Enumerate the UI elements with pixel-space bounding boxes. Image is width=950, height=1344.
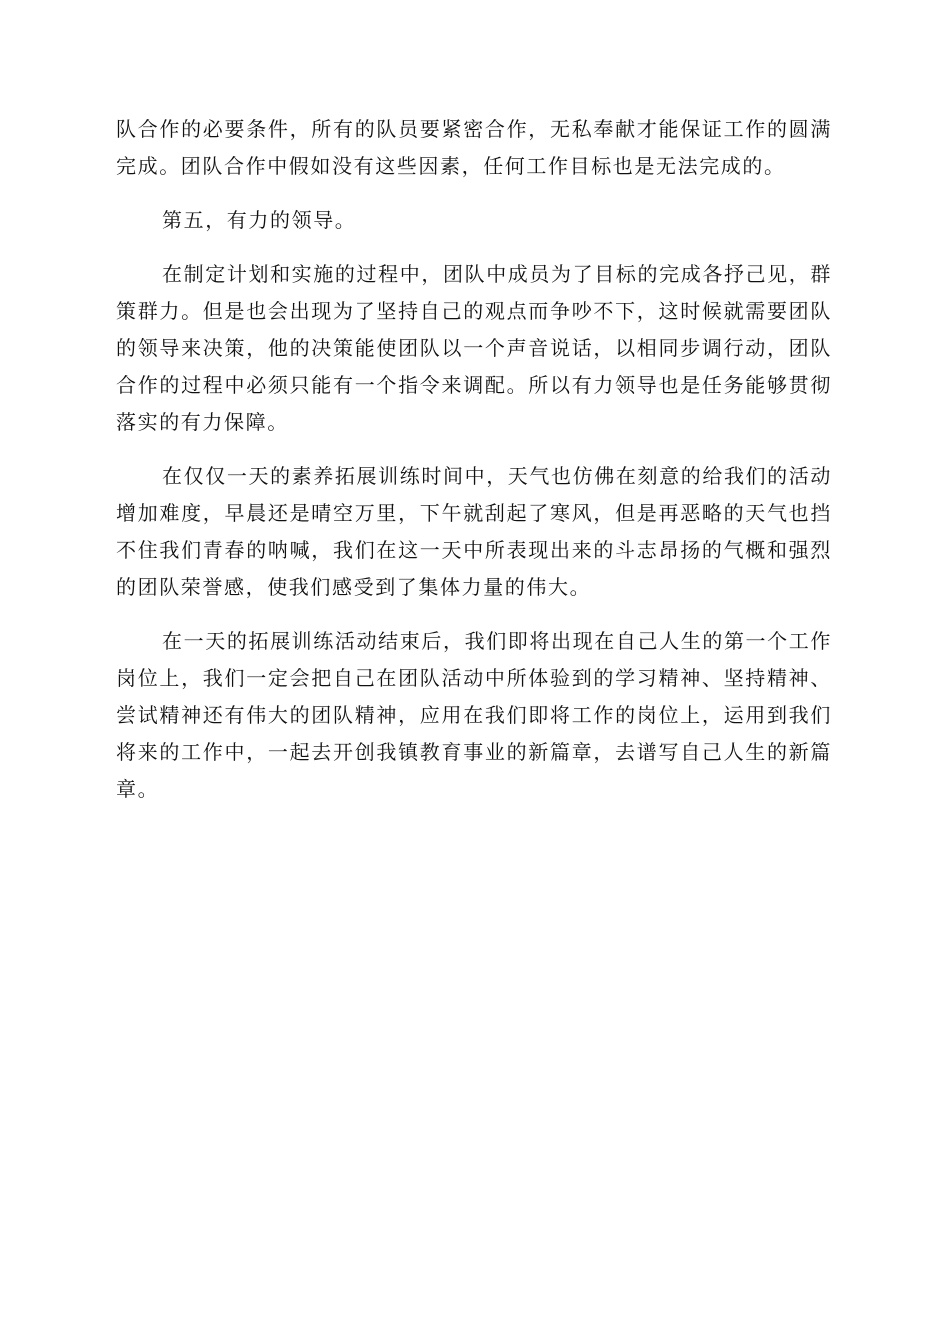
document-body (116, 111, 832, 825)
paragraph-leadership: 在制定计划和实施的过程中，团队中成员为了目标的完成各抒己见，群策群力。但是也会出现为了坚持自己的观点而争吵不下，这时候就需要团队的领导来决策，他的决策能使团队以一个声音说话，以相同步调行动，团队合作的过程中必须只能有一个指令来调配。所以有力领导也是任务能够贯彻落实的有力保障。 (116, 262, 832, 434)
paragraph-heading-fifth: 第五，有力的领导。 (162, 208, 357, 232)
paragraph-conclusion: 在一天的拓展训练活动结束后，我们即将出现在自己人生的第一个工作岗位上，我们一定会把自己在团队活动中所体验到的学习精神、坚持精神、尝试精神还有伟大的团队精神，应用在我们即将工作的岗位上，运用到我们将来的工作中，一起去开创我镇教育事业的新篇章，去谱写自己人生的新篇章。 (116, 629, 832, 801)
paragraph-continuation: 队合作的必要条件，所有的队员要紧密合作，无私奉献才能保证工作的圆满完成。团队合作中假如没有这些因素，任何工作目标也是无法完成的。 (116, 117, 832, 178)
paragraph-training-day: 在仅仅一天的素养拓展训练时间中，天气也仿佛在刻意的给我们的活动增加难度，早晨还是晴空万里，下午就刮起了寒风，但是再恶略的天气也挡不住我们青春的呐喊，我们在这一天中所表现出来的斗志昂扬的气概和强烈的团队荣誉感，使我们感受到了集体力量的伟大。 (116, 464, 832, 599)
